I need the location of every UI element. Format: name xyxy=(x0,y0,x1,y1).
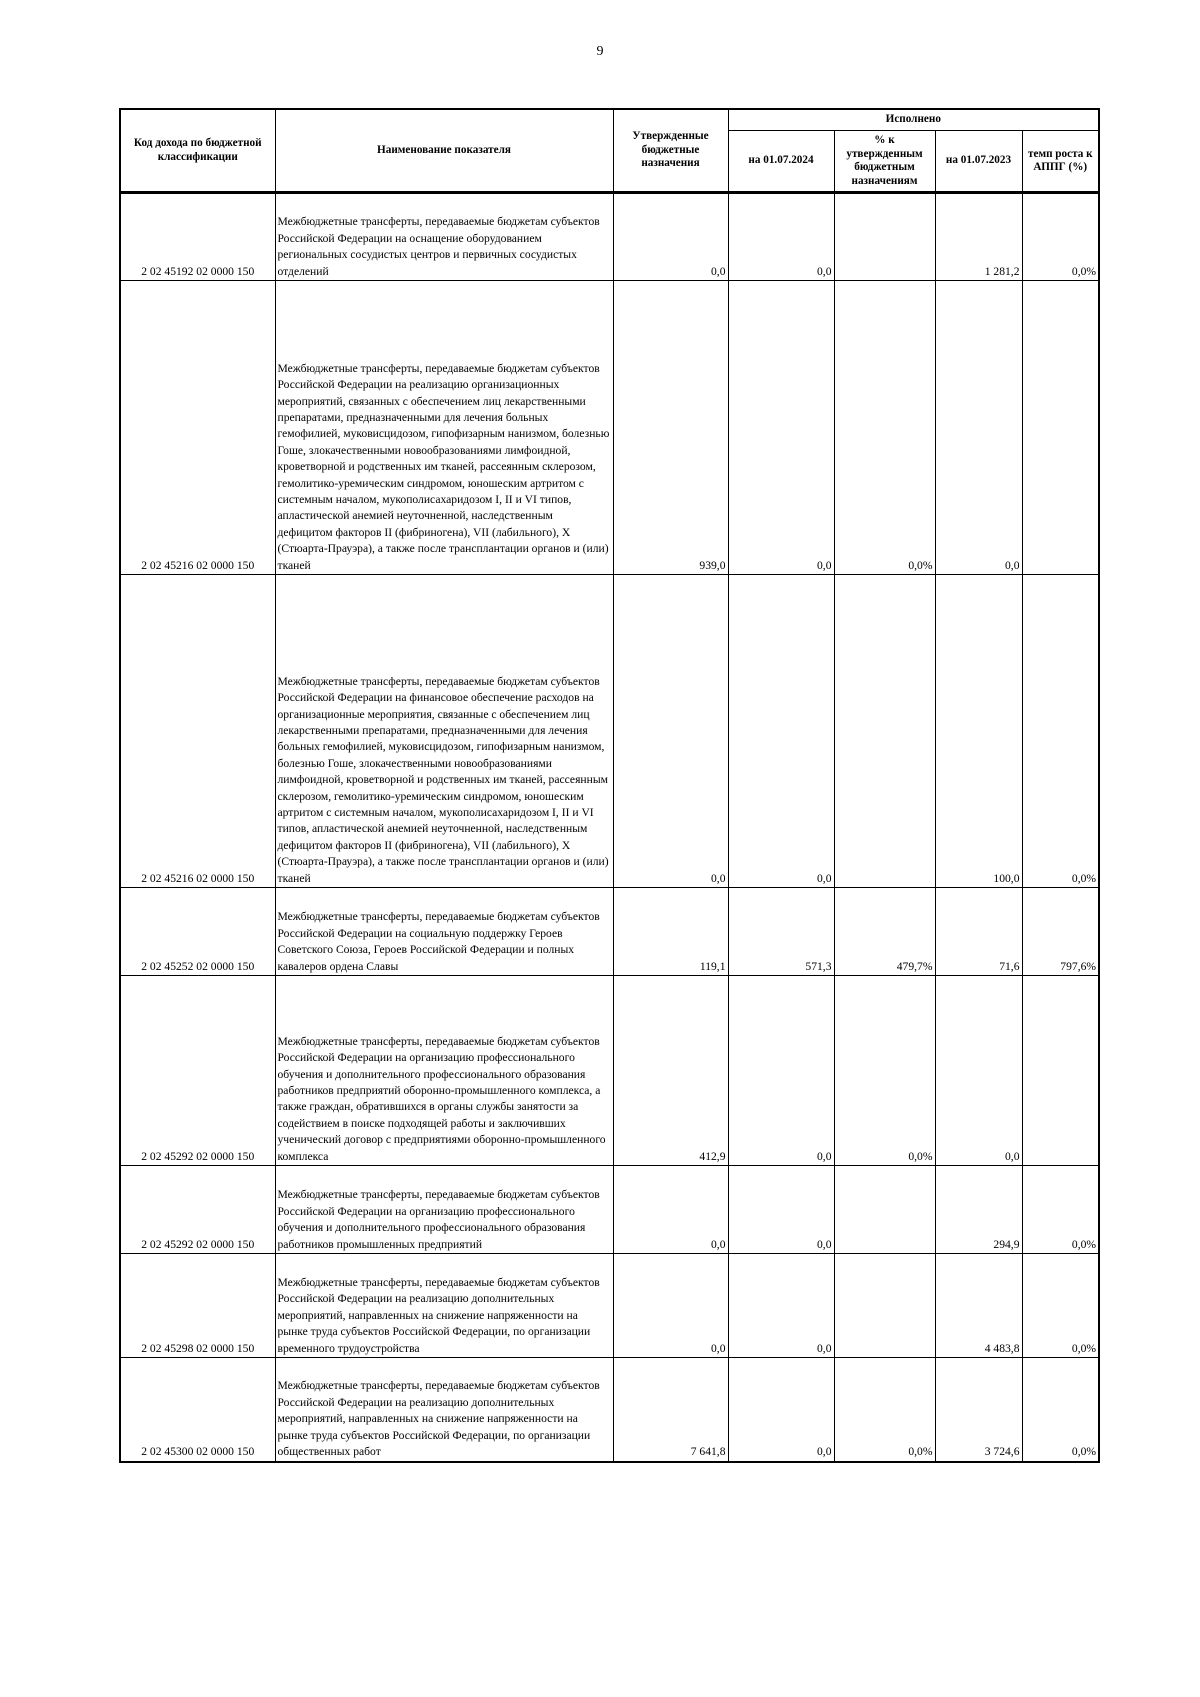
executed-2024-value: 0,0 xyxy=(728,1254,834,1358)
executed-2023-value: 294,9 xyxy=(935,1166,1022,1254)
table-row xyxy=(120,976,1099,1166)
income-code: 2 02 45292 02 0000 150 xyxy=(120,1166,275,1254)
executed-2024-value: 0,0 xyxy=(728,1358,834,1462)
table-row xyxy=(120,1166,1099,1254)
approved-value: 7 641,8 xyxy=(613,1358,728,1462)
executed-2024-value: 0,0 xyxy=(728,193,834,281)
indicator-name: Межбюджетные трансферты, передаваемые бюджетам субъектов Российской Федерации на реализацию дополнительных мероприятий, направленных на снижение напряженности на рынке труда субъектов Российской Федерации, по организации общественных работ xyxy=(275,1358,613,1462)
growth-rate-value: 0,0% xyxy=(1022,1358,1099,1462)
header-pct-approved: % к утвержденным бюджетным назначениям xyxy=(834,131,935,193)
percent-approved-value: 0,0% xyxy=(834,976,935,1166)
approved-value: 0,0 xyxy=(613,575,728,888)
indicator-name: Межбюджетные трансферты, передаваемые бюджетам субъектов Российской Федерации на организацию профессионального обучения и дополнительного профессионального образования работников промышленных предприятий xyxy=(275,1166,613,1254)
executed-2023-value: 0,0 xyxy=(935,976,1022,1166)
indicator-name: Межбюджетные трансферты, передаваемые бюджетам субъектов Российской Федерации на реализацию дополнительных мероприятий, направленных на снижение напряженности на рынке труда субъектов Российской Федерации, по организации временного трудоустройства xyxy=(275,1254,613,1358)
percent-approved-value: 479,7% xyxy=(834,888,935,976)
approved-value: 0,0 xyxy=(613,193,728,281)
growth-rate-value: 0,0% xyxy=(1022,1254,1099,1358)
table-row xyxy=(120,193,1099,281)
approved-value: 119,1 xyxy=(613,888,728,976)
approved-value: 0,0 xyxy=(613,1254,728,1358)
approved-value: 0,0 xyxy=(613,1166,728,1254)
income-code: 2 02 45300 02 0000 150 xyxy=(120,1358,275,1462)
executed-2024-value: 0,0 xyxy=(728,575,834,888)
indicator-name: Межбюджетные трансферты, передаваемые бюджетам субъектов Российской Федерации на финансовое обеспечение расходов на организационные мероприятия, связанные с обеспечением лиц лекарственными препаратами, предназначенными для лечения больных гемофилией, муковисцидозом, гипофизарным нанизмом, болезнью Гоше, злокачественными новообразованиями лимфоидной, кроветворной и родственных им тканей, рассеянным склерозом, гемолитико-уремическим синдромом, юношеским артритом с системным началом, мукополисахаридозом I, II и VI типов, апластической анемией неуточненной, наследственным дефицитом факторов II (фибриногена), VII (лабильного), X (Стюарта-Прауэра), а также после трансплантации органов и (или) тканей xyxy=(275,575,613,888)
income-code: 2 02 45298 02 0000 150 xyxy=(120,1254,275,1358)
percent-approved-value xyxy=(834,193,935,281)
growth-rate-value xyxy=(1022,281,1099,575)
header-code: Код дохода по бюджетной классификации xyxy=(120,109,275,193)
executed-2023-value: 1 281,2 xyxy=(935,193,1022,281)
executed-2023-value: 71,6 xyxy=(935,888,1022,976)
income-code: 2 02 45216 02 0000 150 xyxy=(120,575,275,888)
header-growth: темп роста к АППГ (%) xyxy=(1022,131,1099,193)
executed-2024-value: 0,0 xyxy=(728,976,834,1166)
table-row xyxy=(120,888,1099,976)
growth-rate-value: 797,6% xyxy=(1022,888,1099,976)
executed-2023-value: 0,0 xyxy=(935,281,1022,575)
income-code: 2 02 45252 02 0000 150 xyxy=(120,888,275,976)
table-row xyxy=(120,1358,1099,1462)
table-row xyxy=(120,575,1099,888)
indicator-name: Межбюджетные трансферты, передаваемые бюджетам субъектов Российской Федерации на организацию профессионального обучения и дополнительного профессионального образования работников предприятий оборонно-промышленного комплекса, а также граждан, обратившихся в органы службы занятости за содействием в поиске подходящей работы и заключивших ученический договор с предприятиями оборонно-промышленного комплекса xyxy=(275,976,613,1166)
percent-approved-value xyxy=(834,1254,935,1358)
page-number: 9 xyxy=(596,44,604,59)
header-approved: Утвержденные бюджетные назначения xyxy=(613,109,728,193)
executed-2024-value: 0,0 xyxy=(728,1166,834,1254)
executed-2023-value: 4 483,8 xyxy=(935,1254,1022,1358)
indicator-name: Межбюджетные трансферты, передаваемые бюджетам субъектов Российской Федерации на социальную поддержку Героев Советского Союза, Героев Российской Федерации и полных кавалеров ордена Славы xyxy=(275,888,613,976)
income-code: 2 02 45292 02 0000 150 xyxy=(120,976,275,1166)
table-row xyxy=(120,1254,1099,1358)
executed-2024-value: 571,3 xyxy=(728,888,834,976)
growth-rate-value: 0,0% xyxy=(1022,1166,1099,1254)
budget-table xyxy=(119,108,1100,1463)
income-code: 2 02 45192 02 0000 150 xyxy=(120,193,275,281)
approved-value: 939,0 xyxy=(613,281,728,575)
percent-approved-value: 0,0% xyxy=(834,1358,935,1462)
executed-2024-value: 0,0 xyxy=(728,281,834,575)
income-code: 2 02 45216 02 0000 150 xyxy=(120,281,275,575)
percent-approved-value: 0,0% xyxy=(834,281,935,575)
indicator-name: Межбюджетные трансферты, передаваемые бюджетам субъектов Российской Федерации на реализацию организационных мероприятий, связанных с обеспечением лиц лекарственными препаратами, предназначенными для лечения больных гемофилией, муковисцидозом, гипофизарным нанизмом, болезнью Гоше, злокачественными новообразованиями лимфоидной, кроветворной и родственных им тканей, рассеянным склерозом, гемолитико-уремическим синдромом, юношеским артритом с системным началом, мукополисахаридозом I, II и VI типов, апластической анемией неуточненной, наследственным дефицитом факторов II (фибриногена), VII (лабильного), X (Стюарта-Прауэра), а также после трансплантации органов и (или) тканей xyxy=(275,281,613,575)
approved-value: 412,9 xyxy=(613,976,728,1166)
executed-2023-value: 3 724,6 xyxy=(935,1358,1022,1462)
header-on-2023: на 01.07.2023 xyxy=(935,131,1022,193)
growth-rate-value: 0,0% xyxy=(1022,575,1099,888)
growth-rate-value: 0,0% xyxy=(1022,193,1099,281)
growth-rate-value xyxy=(1022,976,1099,1166)
header-executed: Исполнено xyxy=(728,109,1099,131)
table-row xyxy=(120,281,1099,575)
percent-approved-value xyxy=(834,575,935,888)
executed-2023-value: 100,0 xyxy=(935,575,1022,888)
indicator-name: Межбюджетные трансферты, передаваемые бюджетам субъектов Российской Федерации на оснащение оборудованием региональных сосудистых центров и первичных сосудистых отделений xyxy=(275,193,613,281)
header-name: Наименование показателя xyxy=(275,109,613,193)
header-on-2024: на 01.07.2024 xyxy=(728,131,834,193)
percent-approved-value xyxy=(834,1166,935,1254)
